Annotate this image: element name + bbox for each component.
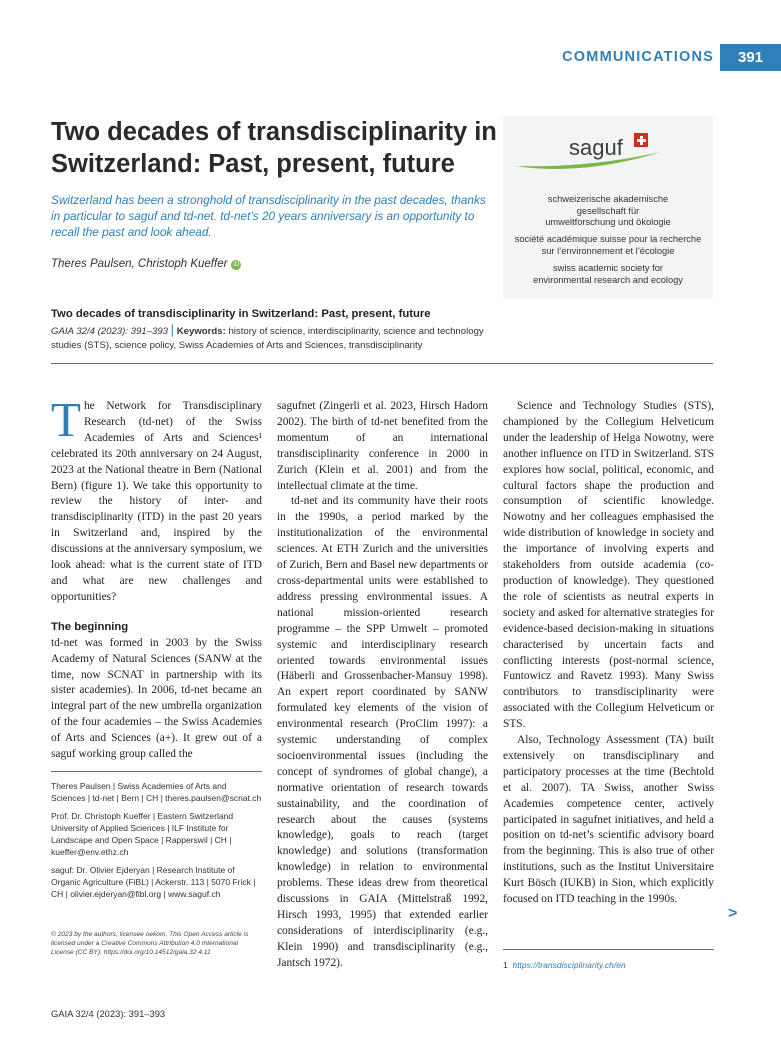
article-authors — [51, 258, 241, 270]
page-footer: GAIA 32/4 (2023): 391–393 — [51, 1008, 166, 1019]
logo-en-2: environmental research and ecology — [533, 274, 683, 285]
footnote-divider — [503, 949, 714, 950]
body-paragraph: td-net and its community have their roots in the 1990s, a period marked by the institutionalization of the environmental sciences. At ETH Zurich and the universities of Zurich, Bern and Basel new departments or cross-departmental units were established to address pressing environmental issues. A national mission-oriented research programme – the SPP Umwelt – promoted systemic and interdisciplinary research oriented towards environmental issues (Häberli and Grossenbacher-Mansuy 1998). An expert report coordinated by SANW formulated key elements of the vision of environmental research (ProClim 1997): a systemic understanding of complex socioenvironmental issues (including the concept of syndromes of global change), a normative orientation of research towards sustainability, and the coordination of research about the causes (systems knowledge), goals to reach (target knowledge) and solutions (transformation knowledge) in relation to environmental problems. These ideas drew from theoretical discussions in GAIA (Mittelstraß 1992, Hirsch 1993, 1995) that extended earlier considerations of interdisciplinarity (e.g., Klein 1990) and transdisciplinarity (e.g., Jantsch 1972). — [277, 495, 488, 969]
affiliations — [51, 780, 262, 906]
saguf-logo-box — [503, 116, 713, 298]
article-lead: Switzerland has been a stronghold of transdisciplinarity in the past decades, thanks in particular to saguf and td-net. td-net’s 20 years anniversary is an opportunity to recall the past and look ahead. — [51, 193, 486, 239]
body-paragraph: Science and Technology Studies (STS), championed by the Collegium Helveticum under the leadership of Helga Nowotny, were another influence on ITD in Switzerland. STS explores how social, political, economic, and cultural factors shape the production and consumption of scientific knowledge. Nowotny and her colleagues emphasised the wide distribution of knowledge in society and the importance of involving experts and stakeholders from outside academia (co-production of knowledge). They questioned the role of scientists as neutral experts in society and asked for alternative strategies for evidence-based decision-making in situations characterised by uncertain facts and conflicting interests (post-normal science, Funtowicz and Ravetz 1993). Many Swiss contributors to transdisciplinarity were associated with the Collegium Helveticum or STS. — [503, 400, 714, 731]
orcid-icon[interactable]: iD — [233, 261, 240, 268]
section-label: COMMUNICATIONS — [562, 49, 714, 65]
saguf-wordmark: saguf — [569, 135, 623, 160]
keywords: history of science, interdisciplinarity, science and technology studies (STS), science policy, Swiss Academies of Arts and Sciences, transdisciplinarity — [51, 326, 484, 351]
affiliation-divider — [51, 771, 262, 772]
logo-fr-1: société académique suisse pour la recherche — [514, 234, 702, 244]
logo-de-1: schweizerische akademische — [547, 194, 669, 204]
next-page-icon[interactable]: > — [728, 905, 738, 922]
keywords-label: Keywords: — [176, 326, 226, 337]
reference-meta: GAIA 32/4 (2023): 391–393 | Keywords: history of science, interdisciplinarity, science and technology studies (STS), science policy, Swiss Academies of Arts and Sciences, transdisciplinarity — [51, 322, 484, 351]
logo-fr-2: sur l’environnement et l’écologie — [541, 245, 675, 256]
reference-citation: GAIA 32/4 (2023): 391–393 — [51, 326, 168, 337]
swiss-flag-icon — [634, 133, 648, 147]
body-paragraph: Also, Technology Assessment (TA) built extensively on transdisciplinary and participatory processes at the time (Bechtold et al. 2007). TA Swiss, another Swiss Academies competence center, actively participated in sagufnet initiatives, and held a position on td-net’s scientific advisory board from the beginning. This is also true of other institutions, such as the Institut Universitaire Kurt Bösch (IUKB) in Sion, which explicitly focused on ITD teaching in the 1990s. — [503, 734, 714, 906]
license-text: © 2023 by the authors; licensee oekom. This Open Access article is licensed under a Creative Commons Attribution 4.0 International License (CC BY). https://doi.org/10.14512/gaia.32.4.11 — [51, 931, 249, 956]
section-heading: The beginning — [51, 620, 129, 633]
affiliation-item: saguf: Dr. Olivier Ejderyan | Research Institute of Organic Agriculture (FiBL) | Ackerstr. 113 | 5070 Frick | CH | olivier.ejderyan@fibl.org | www.saguf.ch — [51, 865, 256, 899]
article-title: Two decades of transdisciplinarity in Switzerland: Past, present, future — [51, 118, 497, 178]
body-paragraph: td-net was formed in 2003 by the Swiss Academy of Natural Sciences (SANW at the time, now SCNAT in partnership with its sister academies). In 2006, td-net became an integral part of the new umbrella organization of the four academies – the Swiss Academies of Arts and Sciences (a+). It grew out of a saguf working group called the — [51, 636, 262, 761]
body-column-3 — [503, 399, 714, 908]
intro-paragraph: he Network for Transdisciplinary Research (td-net) of the Swiss Academies of Arts and Sciences¹ celebrated its 20th anniversary on 24 August, 2023 at the National theatre in Bern (National Bern) (figure 1). We take this opportunity to review the history of inter- and transdisciplinarity (ITD) in the past 20 years in Switzerland and, inspired by the discussions at the anniversary symposium, we look ahead: what is the current state of ITD and what are new challenges and opportunities? — [51, 400, 262, 603]
footnote-number: 1 — [503, 960, 508, 970]
affiliation-item: Prof. Dr. Christoph Kueffer | Eastern Switzerland University of Applied Sciences | ILF Institute for Landscape and Open Space | Rapperswil | CH | kueffer@env.ethz.ch — [51, 811, 234, 857]
body-column-1 — [51, 392, 262, 763]
dropcap: T — [51, 392, 81, 447]
footnote-link[interactable]: https://transdisciplinarity.ch/en — [512, 960, 626, 970]
footnote — [503, 960, 626, 970]
header-divider — [51, 363, 713, 364]
logo-de-3: umweltforschung und ökologie — [545, 217, 671, 227]
authors-text: Theres Paulsen, Christoph Kueffer — [51, 258, 228, 270]
reference-title: Two decades of transdisciplinarity in Switzerland: Past, present, future — [51, 308, 431, 320]
logo-en-1: swiss academic society for — [552, 263, 664, 273]
body-column-2 — [277, 399, 488, 972]
logo-de-2: gesellschaft für — [576, 205, 640, 216]
affiliation-item: Theres Paulsen | Swiss Academies of Arts and Sciences | td-net | Bern | CH | theres.paulsen@scnat.ch — [51, 781, 262, 803]
body-paragraph: sagufnet (Zingerli et al. 2023, Hirsch Hadorn 2002). The birth of td-net benefited from the momentum of an international transdisciplinarity conference in 2000 in Zurich (Klein et al. 2001) and from the intellectual climate at the time. — [277, 400, 488, 492]
page-number: 391 — [720, 44, 781, 71]
